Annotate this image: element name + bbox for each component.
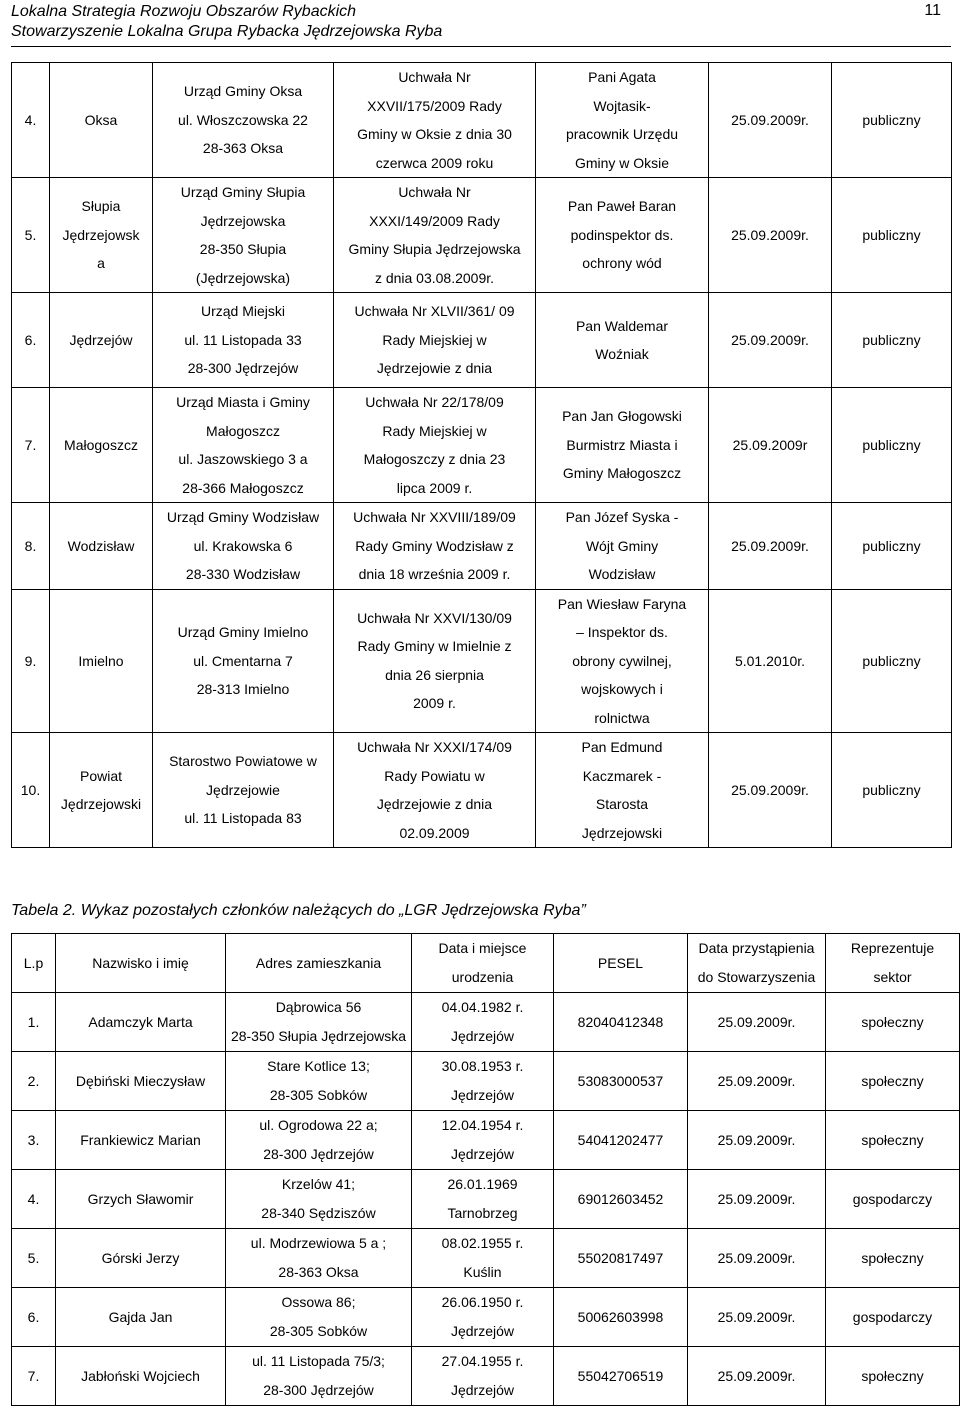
cell-pesel: 69012603452 bbox=[554, 1170, 688, 1229]
column-header: Data przystąpienia do Stowarzyszenia bbox=[688, 934, 826, 993]
cell-data: 25.09.2009r. bbox=[688, 1111, 826, 1170]
cell-osoba: Pan Waldemar Woźniak bbox=[536, 293, 709, 388]
cell-data: 25.09.2009r. bbox=[688, 1052, 826, 1111]
cell-lp: 10. bbox=[12, 733, 50, 848]
cell-data: 25.09.2009r. bbox=[709, 733, 832, 848]
cell-data: 25.09.2009r. bbox=[688, 993, 826, 1052]
cell-pesel: 55042706519 bbox=[554, 1347, 688, 1406]
column-header: Nazwisko i imię bbox=[56, 934, 226, 993]
cell-lp: 7. bbox=[12, 388, 50, 503]
cell-gmina: Słupia Jędrzejowsk a bbox=[50, 178, 153, 293]
cell-uchwala: Uchwała Nr XXXI/149/2009 Rady Gminy Słupia Jędrzejowska z dnia 03.08.2009r. bbox=[334, 178, 536, 293]
column-header: PESEL bbox=[554, 934, 688, 993]
cell-sektor: publiczny bbox=[832, 178, 952, 293]
cell-sektor: publiczny bbox=[832, 589, 952, 733]
cell-lp: 4. bbox=[12, 63, 50, 178]
cell-lp: 4. bbox=[12, 1170, 56, 1229]
cell-gmina: Wodzisław bbox=[50, 503, 153, 590]
cell-adres: Starostwo Powiatowe w Jędrzejowie ul. 11 Listopada 83 bbox=[153, 733, 334, 848]
table-row bbox=[12, 1111, 960, 1170]
cell-osoba: Pan Paweł Baran podinspektor ds. ochrony wód bbox=[536, 178, 709, 293]
cell-urodz: 27.04.1955 r. Jędrzejów bbox=[412, 1347, 554, 1406]
cell-uchwala: Uchwała Nr 22/178/09 Rady Miejskiej w Małogoszczy z dnia 23 lipca 2009 r. bbox=[334, 388, 536, 503]
column-header: L.p bbox=[12, 934, 56, 993]
cell-sektor: publiczny bbox=[832, 293, 952, 388]
cell-gmina: Powiat Jędrzejowski bbox=[50, 733, 153, 848]
cell-adres: Urząd Miasta i Gminy Małogoszcz ul. Jaszowskiego 3 a 28-366 Małogoszcz bbox=[153, 388, 334, 503]
cell-osoba: Pan Edmund Kaczmarek - Starosta Jędrzejowski bbox=[536, 733, 709, 848]
cell-pesel: 53083000537 bbox=[554, 1052, 688, 1111]
cell-sektor: publiczny bbox=[832, 733, 952, 848]
table-row bbox=[12, 388, 952, 503]
cell-pesel: 82040412348 bbox=[554, 993, 688, 1052]
cell-lp: 6. bbox=[12, 293, 50, 388]
cell-osoba: Pan Wiesław Faryna – Inspektor ds. obrony cywilnej, wojskowych i rolnictwa bbox=[536, 589, 709, 733]
cell-name: Grzych Sławomir bbox=[56, 1170, 226, 1229]
table-row bbox=[12, 1288, 960, 1347]
cell-sektor: społeczny bbox=[826, 1052, 960, 1111]
header-subtitle: Stowarzyszenie Lokalna Grupa Rybacka Jędrzejowska Ryba bbox=[11, 23, 443, 40]
cell-adres: Ossowa 86; 28-305 Sobków bbox=[226, 1288, 412, 1347]
cell-lp: 7. bbox=[12, 1347, 56, 1406]
cell-urodz: 08.02.1955 r. Kuślin bbox=[412, 1229, 554, 1288]
cell-adres: ul. Ogrodowa 22 a; 28-300 Jędrzejów bbox=[226, 1111, 412, 1170]
cell-data: 25.09.2009r. bbox=[709, 293, 832, 388]
column-header: Reprezentuje sektor bbox=[826, 934, 960, 993]
cell-lp: 5. bbox=[12, 1229, 56, 1288]
table-row bbox=[12, 1170, 960, 1229]
cell-sektor: społeczny bbox=[826, 993, 960, 1052]
cell-sektor: publiczny bbox=[832, 388, 952, 503]
cell-gmina: Jędrzejów bbox=[50, 293, 153, 388]
cell-uchwala: Uchwała Nr XXXI/174/09 Rady Powiatu w Jędrzejowie z dnia 02.09.2009 bbox=[334, 733, 536, 848]
cell-sektor: gospodarczy bbox=[826, 1288, 960, 1347]
cell-data: 5.01.2010r. bbox=[709, 589, 832, 733]
cell-pesel: 54041202477 bbox=[554, 1111, 688, 1170]
cell-uchwala: Uchwała Nr XLVII/361/ 09 Rady Miejskiej w Jędrzejowie z dnia bbox=[334, 293, 536, 388]
cell-sektor: publiczny bbox=[832, 503, 952, 590]
table-row bbox=[12, 589, 952, 733]
table-row bbox=[12, 993, 960, 1052]
cell-urodz: 30.08.1953 r. Jędrzejów bbox=[412, 1052, 554, 1111]
cell-lp: 9. bbox=[12, 589, 50, 733]
cell-urodz: 26.06.1950 r. Jędrzejów bbox=[412, 1288, 554, 1347]
cell-data: 25.09.2009r. bbox=[709, 503, 832, 590]
cell-data: 25.09.2009r. bbox=[688, 1170, 826, 1229]
cell-sektor: społeczny bbox=[826, 1229, 960, 1288]
cell-data: 25.09.2009r. bbox=[709, 63, 832, 178]
cell-name: Gajda Jan bbox=[56, 1288, 226, 1347]
table-row bbox=[12, 1229, 960, 1288]
cell-lp: 1. bbox=[12, 993, 56, 1052]
table-row bbox=[12, 1052, 960, 1111]
cell-osoba: Pan Jan Głogowski Burmistrz Miasta i Gminy Małogoszcz bbox=[536, 388, 709, 503]
cell-urodz: 12.04.1954 r. Jędrzejów bbox=[412, 1111, 554, 1170]
cell-gmina: Małogoszcz bbox=[50, 388, 153, 503]
cell-data: 25.09.2009r. bbox=[688, 1288, 826, 1347]
cell-uchwala: Uchwała Nr XXVI/130/09 Rady Gminy w Imielnie z dnia 26 sierpnia 2009 r. bbox=[334, 589, 536, 733]
cell-adres: Dąbrowica 56 28-350 Słupia Jędrzejowska bbox=[226, 993, 412, 1052]
cell-name: Adamczyk Marta bbox=[56, 993, 226, 1052]
cell-adres: ul. 11 Listopada 75/3; 28-300 Jędrzejów bbox=[226, 1347, 412, 1406]
cell-name: Dębiński Mieczysław bbox=[56, 1052, 226, 1111]
cell-lp: 8. bbox=[12, 503, 50, 590]
cell-sektor: społeczny bbox=[826, 1111, 960, 1170]
cell-adres: Urząd Gminy Słupia Jędrzejowska 28-350 Słupia (Jędrzejowska) bbox=[153, 178, 334, 293]
header-title: Lokalna Strategia Rozwoju Obszarów Rybackich bbox=[11, 3, 357, 20]
cell-osoba: Pan Józef Syska - Wójt Gminy Wodzisław bbox=[536, 503, 709, 590]
cell-name: Frankiewicz Marian bbox=[56, 1111, 226, 1170]
cell-name: Jabłoński Wojciech bbox=[56, 1347, 226, 1406]
cell-name: Górski Jerzy bbox=[56, 1229, 226, 1288]
table-row bbox=[12, 63, 952, 178]
cell-osoba: Pani Agata Wojtasik- pracownik Urzędu Gminy w Oksie bbox=[536, 63, 709, 178]
cell-pesel: 55020817497 bbox=[554, 1229, 688, 1288]
cell-adres: Urząd Gminy Wodzisław ul. Krakowska 6 28-330 Wodzisław bbox=[153, 503, 334, 590]
cell-data: 25.09.2009r. bbox=[688, 1229, 826, 1288]
cell-adres: Urząd Gminy Imielno ul. Cmentarna 7 28-313 Imielno bbox=[153, 589, 334, 733]
cell-adres: Urząd Gminy Oksa ul. Włoszczowska 22 28-363 Oksa bbox=[153, 63, 334, 178]
cell-sektor: społeczny bbox=[826, 1347, 960, 1406]
cell-urodz: 26.01.1969 Tarnobrzeg bbox=[412, 1170, 554, 1229]
cell-data: 25.09.2009r. bbox=[709, 178, 832, 293]
page-number: 11 bbox=[924, 2, 941, 19]
cell-lp: 2. bbox=[12, 1052, 56, 1111]
column-header: Data i miejsce urodzenia bbox=[412, 934, 554, 993]
cell-adres: Stare Kotlice 13; 28-305 Sobków bbox=[226, 1052, 412, 1111]
cell-gmina: Oksa bbox=[50, 63, 153, 178]
cell-pesel: 50062603998 bbox=[554, 1288, 688, 1347]
table-header-row bbox=[12, 934, 960, 993]
table-row bbox=[12, 293, 952, 388]
cell-sektor: publiczny bbox=[832, 63, 952, 178]
cell-urodz: 04.04.1982 r. Jędrzejów bbox=[412, 993, 554, 1052]
cell-gmina: Imielno bbox=[50, 589, 153, 733]
table-row bbox=[12, 503, 952, 590]
cell-lp: 6. bbox=[12, 1288, 56, 1347]
cell-data: 25.09.2009r bbox=[709, 388, 832, 503]
cell-lp: 3. bbox=[12, 1111, 56, 1170]
cell-adres: Krzelów 41; 28-340 Sędziszów bbox=[226, 1170, 412, 1229]
column-header: Adres zamieszkania bbox=[226, 934, 412, 993]
cell-lp: 5. bbox=[12, 178, 50, 293]
cell-uchwala: Uchwała Nr XXVII/175/2009 Rady Gminy w Oksie z dnia 30 czerwca 2009 roku bbox=[334, 63, 536, 178]
table-row bbox=[12, 178, 952, 293]
page-header bbox=[11, 0, 951, 47]
cell-adres: Urząd Miejski ul. 11 Listopada 33 28-300 Jędrzejów bbox=[153, 293, 334, 388]
table-row bbox=[12, 1347, 960, 1406]
members-public-table bbox=[11, 62, 952, 848]
table-caption: Tabela 2. Wykaz pozostałych członków należących do „LGR Jędrzejowska Ryba” bbox=[11, 902, 586, 919]
members-other-table bbox=[11, 933, 960, 1406]
cell-data: 25.09.2009r. bbox=[688, 1347, 826, 1406]
table-row bbox=[12, 733, 952, 848]
cell-uchwala: Uchwała Nr XXVIII/189/09 Rady Gminy Wodzisław z dnia 18 września 2009 r. bbox=[334, 503, 536, 590]
cell-adres: ul. Modrzewiowa 5 a ; 28-363 Oksa bbox=[226, 1229, 412, 1288]
cell-sektor: gospodarczy bbox=[826, 1170, 960, 1229]
